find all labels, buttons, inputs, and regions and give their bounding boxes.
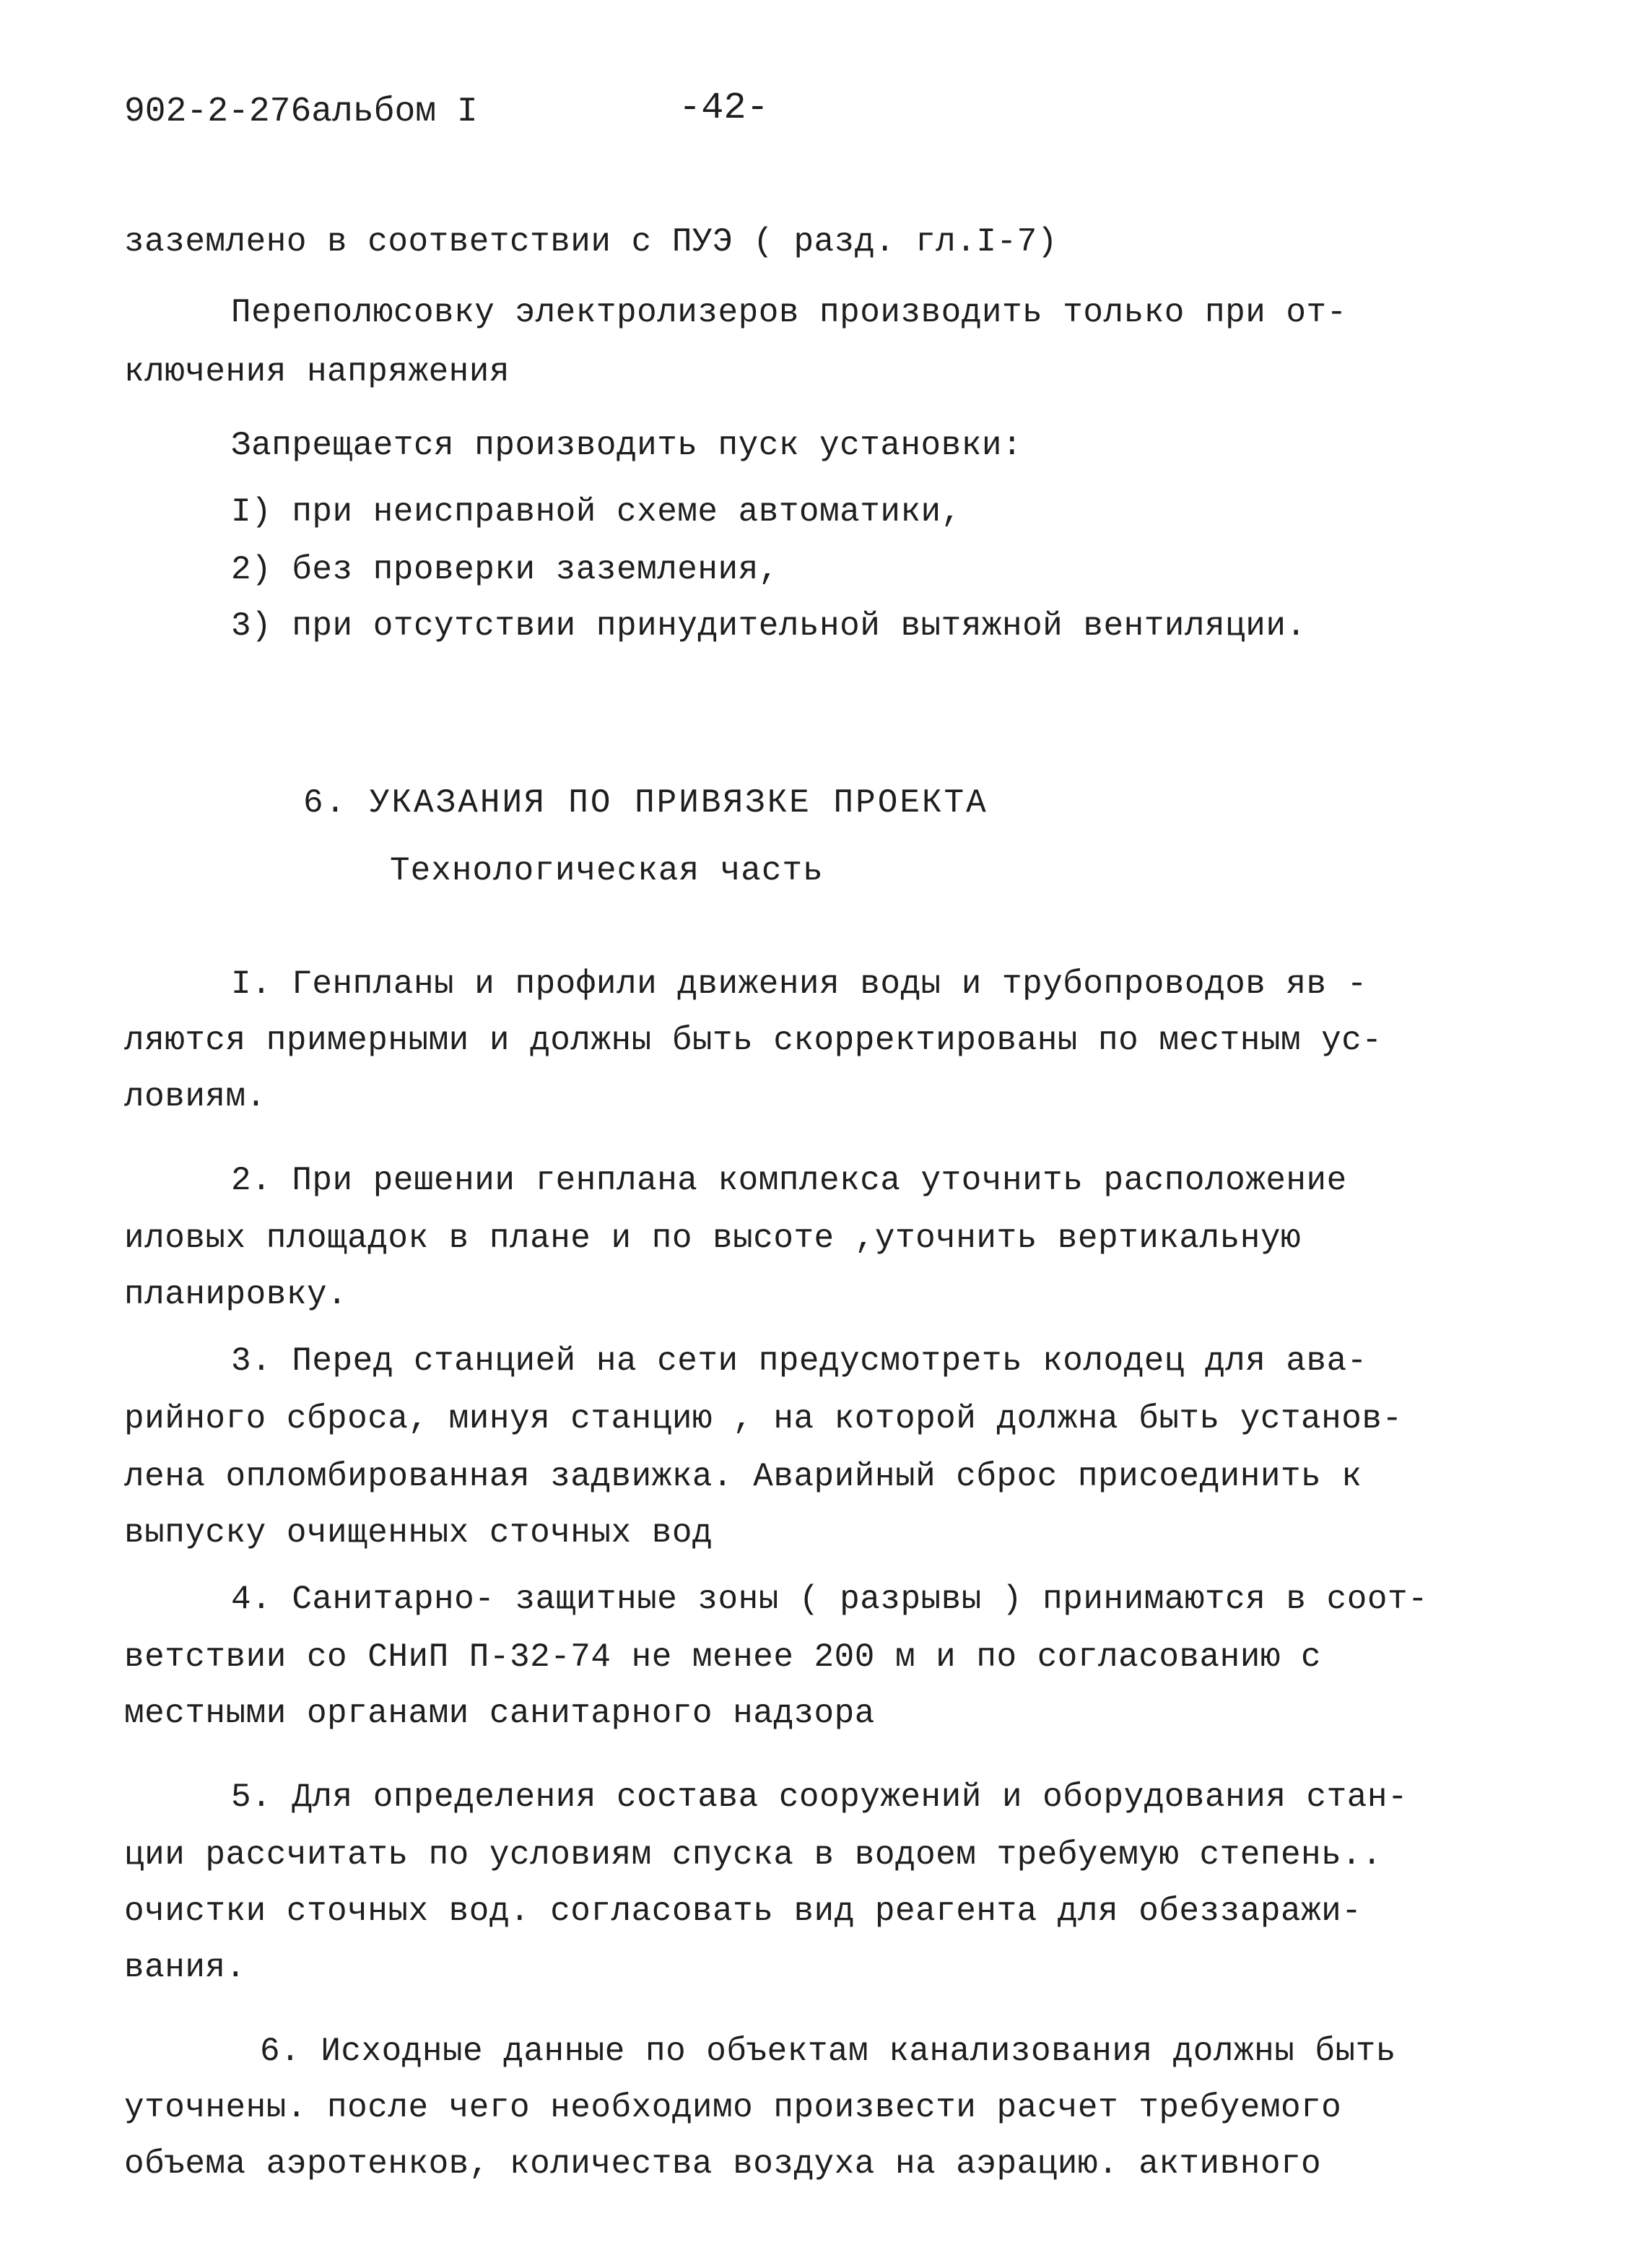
paragraph-line: рийного сброса, минуя станцию , на которой должна быть установ-: [124, 1400, 1403, 1438]
paragraph-line: планировку.: [124, 1276, 348, 1313]
intro-line: Переполюсовку электролизеров производить только при от-: [231, 294, 1347, 331]
section-title: 6. УКАЗАНИЯ ПО ПРИВЯЗКЕ ПРОЕКТА: [303, 784, 988, 822]
paragraph-line: очистки сточных вод. согласовать вид реагента для обеззаражи-: [124, 1893, 1362, 1930]
paragraph-line: I. Генпланы и профили движения воды и трубопроводов яв -: [231, 965, 1367, 1003]
paragraph-line: объема аэротенков, количества воздуха на аэрацию. активного: [124, 2145, 1322, 2183]
paragraph-line: 6. Исходные данные по объектам канализования должны быть: [260, 2033, 1396, 2070]
paragraph-line: 5. Для определения состава сооружений и оборудования стан-: [231, 1778, 1408, 1816]
paragraph-line: ляются примерными и должны быть скорректированы по местным ус-: [124, 1022, 1382, 1059]
paragraph-line: 2. При решении генплана комплекса уточнить расположение: [231, 1162, 1347, 1199]
paragraph-line: ветствии со СНиП П-32-74 не менее 200 м и по согласованию с: [124, 1638, 1322, 1676]
paragraph-line: выпуску очищенных сточных вод: [124, 1514, 713, 1552]
paragraph-line: местными органами санитарного надзора: [124, 1695, 875, 1732]
paragraph-line: 3. Перед станцией на сети предусмотреть колодец для ава-: [231, 1342, 1367, 1380]
section-subtitle: Технологическая часть: [390, 852, 824, 890]
page-number: -42-: [679, 87, 769, 129]
intro-line: заземлено в соответствии с ПУЭ ( разд. гл.I-7): [124, 223, 1058, 261]
paragraph-line: ловиям.: [124, 1078, 266, 1116]
paragraph-line: вания.: [124, 1949, 246, 1986]
document-code: 902-2-276альбом I: [124, 92, 478, 131]
paragraph-line: ции рассчитать по условиям спуска в водоем требуемую степень..: [124, 1836, 1382, 1874]
intro-line: ключения напряжения: [124, 353, 510, 391]
paragraph-line: уточнены. после чего необходимо произвести расчет требуемого: [124, 2089, 1342, 2126]
list-item: 3) при отсутствии принудительной вытяжной вентиляции.: [231, 607, 1307, 645]
list-item: I) при неисправной схеме автоматики,: [231, 493, 962, 531]
paragraph-line: иловых площадок в плане и по высоте ,уточнить вертикальную: [124, 1220, 1302, 1257]
paragraph-line: 4. Санитарно- защитные зоны ( разрывы ) принимаются в соот-: [231, 1581, 1429, 1618]
intro-line: Запрещается производить пуск установки:: [231, 427, 1023, 464]
list-item: 2) без проверки заземления,: [231, 551, 779, 588]
paragraph-line: лена опломбированная задвижка. Аварийный сброс присоединить к: [124, 1458, 1362, 1495]
